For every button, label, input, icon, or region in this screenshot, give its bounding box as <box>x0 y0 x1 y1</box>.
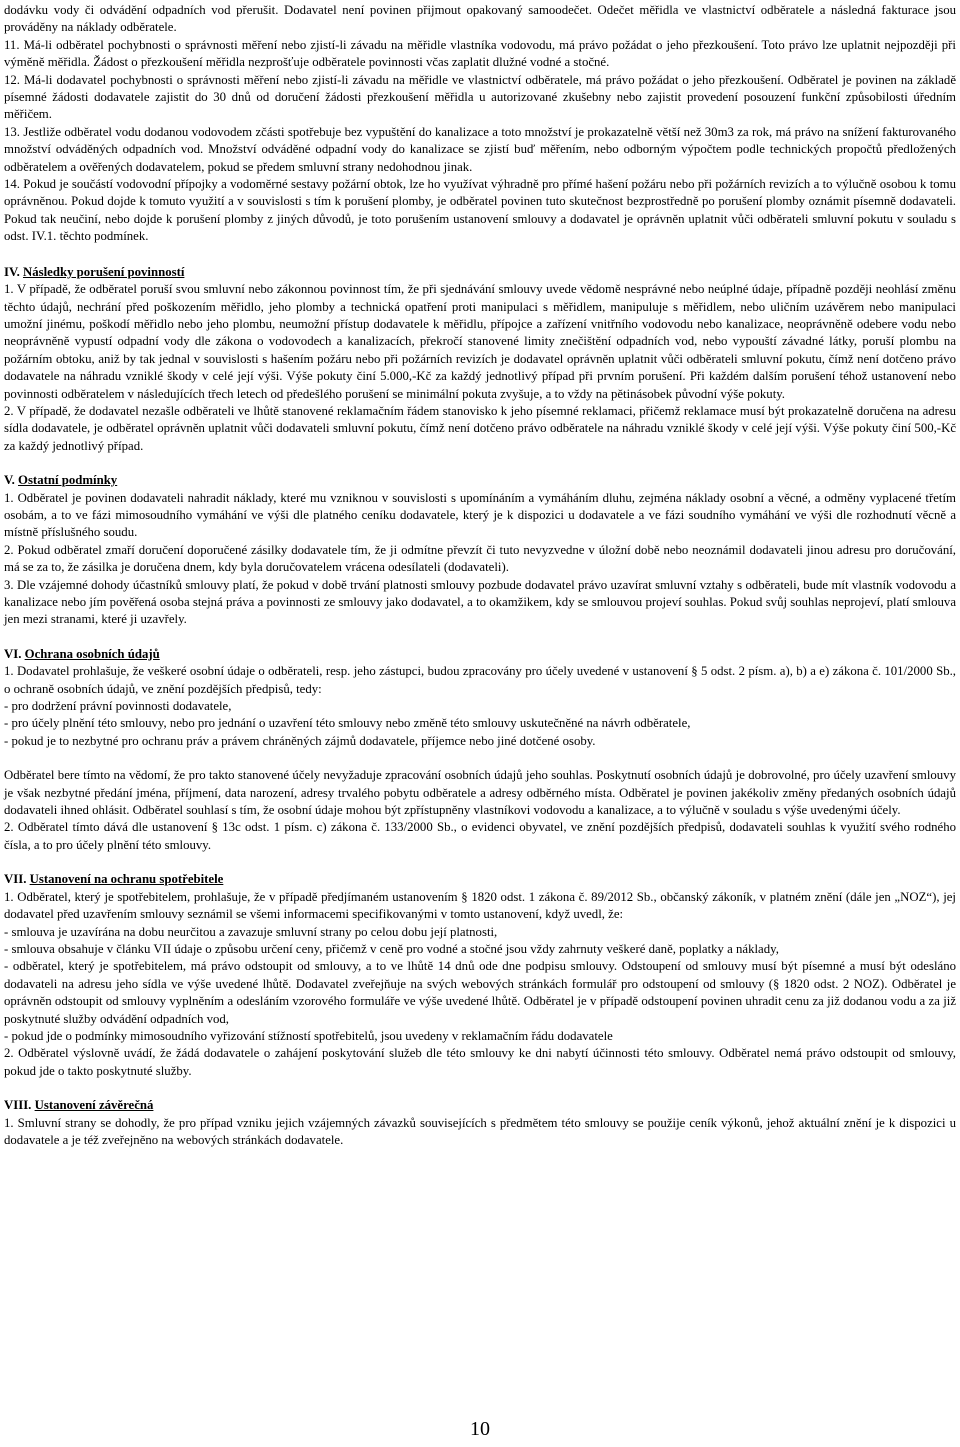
section-number: VII. <box>4 872 27 887</box>
section-v-paragraph-2: 2. Pokud odběratel zmaří doručení doporučené zásilky dodavatele tím, že ji odmítne převzít či tuto nevyzvedne v úložní době nebo neoznámil dodavateli jinou adresu pro doručování, má se za to, že zásilka je doručena dnem, kdy byla doručovatelem vrácena odesílateli (dodavateli). <box>4 542 956 575</box>
section-heading-v <box>4 472 956 489</box>
section-vii-list-item: - smlouva obsahuje v článku VII údaje o způsobu určení ceny, přičemž v ceně pro vodné a stočné jsou vždy zahrnuty veškeré daně, poplatky a náklady, <box>4 941 779 956</box>
section-heading-vi <box>4 646 956 663</box>
section-title: Ustanovení na ochranu spotřebitele <box>29 872 224 887</box>
section-heading-vii <box>4 871 956 888</box>
section-vii-list-item: - odběratel, který je spotřebitelem, má právo odstoupit od smlouvy, a to ve lhůtě 14 dnů ode dne podpisu smlouvy. Odstoupení od smlouvy musí být písemné a musí být odesláno dodavateli na adresu jeho sídla ve výše uvedené lhůtě. Dodavatel zveřejňuje na svých webových stránkách formulář pro odstoupení od smlouvy (§ 1820 odst. 2 NOZ). Odběratel je oprávněn odstoupit od smlouvy vyplněním a odesláním vzorového formuláře ve výše uvedené lhůtě. Odběratel je v případě odstoupení povinen uhradit cenu za již dodanou vodu a za již poskytnuté služby odvádění odpadních vod, <box>4 959 956 1026</box>
section-v-paragraph-1: 1. Odběratel je povinen dodavateli nahradit náklady, které mu vzniknou v souvislosti s upomínáním a vymáháním dluhu, zejména náklady osobní a věcné, a odměny vyplacené třetím osobám, a to ve fázi mimosoudního vymáhání ve výši dle platného ceníku dodavatele, který je k dispozici u dodavatele a ve fázi soudního vymáhání ve výši dle rozhodnutí věcně a místně příslušného soudu. <box>4 490 956 540</box>
section-vi-list-item: - pokud je to nezbytné pro ochranu práv a právem chráněných zájmů dodavatele, příjemce nebo jiné dotčené osoby. <box>4 733 596 748</box>
section-title: Ostatní podmínky <box>18 473 118 488</box>
section-number: V. <box>4 473 15 488</box>
section-vii-paragraph-1: 1. Odběratel, který je spotřebitelem, prohlašuje, že v případě předjímaném ustanovením § 1820 odst. 1 zákona č. 89/2012 Sb., občanský zákoník, v platném znění (dále jen „NOZ“), jej dodavatel před uzavřením smlouvy seznámil se všemi informacemi specifikovanými v tomto ustanovení, když uvedl, že: <box>4 889 956 922</box>
paragraph-14: 14. Pokud je součástí vodovodní přípojky a vodoměrné sestavy požární obtok, lze ho využívat výhradně pro přímé hašení požáru nebo při požárních revizích a to výlučně osobou k tomu oprávněnou. Pokud dojde k tomuto využití a v souvislosti s tím k porušení plomby, je odběratel povinen tuto skutečnost bezprostředně po porušení plomby oznámit písemně dodavateli. Pokud tak neučiní, nebo dojde k porušení plomby z jiných důvodů, je toto porušením ustanovení smlouvy a dodavatel je oprávněn uplatnit vůči odběrateli smluvní pokutu v souladu s odst. IV.1. těchto podmínek. <box>4 177 956 244</box>
section-title: Ustanovení závěrečná <box>34 1098 154 1113</box>
section-vii-list-item: - pokud jde o podmínky mimosoudního vyřizování stížností spotřebitelů, jsou uvedeny v reklamačním řádu dodavatele <box>4 1028 613 1043</box>
section-vi-paragraph-consent: Odběratel bere tímto na vědomí, že pro takto stanovené účely nevyžaduje zpracování osobních údajů jeho souhlas. Poskytnutí osobních údajů je dobrovolné, pro účely uzavření smlouvy je však nezbytné předání jména, příjmení, data narození, adresy trvalého pobytu odběratele a adresy odběrného místa. Odběratel je povinen jakékoliv změny předaných osobních údajů dodavateli ihned ohlásit. Odběratel souhlasí s tím, že osobní údaje mohou být zpřístupněny vlastníkovi vodovodu a kanalizace, a to výlučně v souladu s výše uvedenými účely. <box>4 768 956 818</box>
document-page <box>4 2 956 1149</box>
section-number: VIII. <box>4 1098 32 1113</box>
section-number: IV. <box>4 264 20 279</box>
paragraph-12: 12. Má-li dodavatel pochybnosti o správnosti měření nebo zjistí-li závadu na měřidle ve vlastnictví odběratele, má právo požádat o jeho přezkoušení. Odběratel je povinen na základě písemné žádosti dodavatele zajistit do 30 dnů od doručení žádosti přezkoušení měřidla u autorizované zkušebny nebo zajistit provedení posouzení funkční způsobilosti úředním měřičem. <box>4 72 956 122</box>
section-vi-list-item: - pro účely plnění této smlouvy, nebo pro jednání o uzavření této smlouvy nebo změně této smlouvy uskutečněné na návrh odběratele, <box>4 716 691 731</box>
section-number: VI. <box>4 646 22 661</box>
section-vi-paragraph-1: 1. Dodavatel prohlašuje, že veškeré osobní údaje o odběrateli, resp. jeho zástupci, budou zpracovány pro účely uvedené v ustanovení § 5 odst. 2 písm. a), b) a e) zákona č. 101/2000 Sb., o ochraně osobních údajů, ve znění pozdějších předpisů, tedy: <box>4 664 956 696</box>
section-vi-paragraph-2: 2. Odběratel tímto dává dle ustanovení § 13c odst. 1 písm. c) zákona č. 133/2000 Sb., o evidenci obyvatel, ve znění pozdějších předpisů, dodavateli souhlas k využití svého rodného čísla, a to pro účely plnění této smlouvy. <box>4 820 956 852</box>
page-number: 10 <box>470 1418 490 1440</box>
paragraph-continued: dodávku vody či odvádění odpadních vod přerušit. Dodavatel není povinen přijmout opakovaný samoodečet. Odečet měřidla ve vlastnictví odběratele a následná fakturace jsou prováděny na náklady odběratele. <box>4 3 956 35</box>
section-vii-paragraph-2: 2. Odběratel výslovně uvádí, že žádá dodavatele o zahájení poskytování služeb dle této smlouvy ke dni nabytí účinnosti této smlouvy. Odběratel nemá právo odstoupit od smlouvy, pokud jde o takto poskytnuté služby. <box>4 1046 956 1078</box>
section-viii-paragraph-1: 1. Smluvní strany se dohodly, že pro případ vzniku jejich vzájemných závazků souvisejících s předmětem této smlouvy se použije ceník výkonů, jehož aktuální znění je k dispozici u dodavatele a je též zveřejněno na webových stránkách dodavatele. <box>4 1115 956 1147</box>
section-vii-list-item: - smlouva je uzavírána na dobu neurčitou a zavazuje smluvní strany po celou dobu její platnosti, <box>4 924 498 939</box>
paragraph-13: 13. Jestliže odběratel vodu dodanou vodovodem zčásti spotřebuje bez vypuštění do kanalizace a toto množství je prokazatelně větší než 30m3 za rok, má právo na snížení fakturovaného množství odváděných odpadních vod. Množství odváděné odpadní vody do kanalizace se zjistí buď měřením, nebo odborným výpočtem podle technických propočtů předložených odběratelem a ověřených dodavatelem, pokud se předem smluvní strany nedohodnou jinak. <box>4 124 956 174</box>
section-iv-paragraph-1: 1. V případě, že odběratel poruší svou smluvní nebo zákonnou povinnost tím, že při sjednávání smlouvy uvede vědomě nesprávné nebo neúplné údaje, případně později neohlásí změnu těchto údajů, nechrání před poškozením měřidlo, jeho plomby a technická opatření proti manipulaci s měřidlem, manipuluje s měřidlem, nebo uličním uzávěrem nebo manipulaci umožní jinému, poškodí měřidlo nebo jeho plombu, neumožní přístup dodavatele k měřidlu, přípojce a zařízení vnitřního vodovodu nebo kanalizace, neoprávněně odebere vodu nebo neoprávněně vypustí odpadní vody dle zákona o vodovodech a kanalizacích, překročí stanovené limity znečištění odpadních vod, nebo vypouští závadné látky, poruší plombu na požárním obtoku, aniž by tak jednal v souvislosti s hašením požáru nebo při požárních revizích je dodavatel oprávněn uplatnit vůči odběrateli smluvní pokutu, čímž není dotčeno právo dodavatele na náhradu vzniklé škody v celé její výši. Výše pokuty činí 5.000,-Kč za každý jednotlivý případ při prvním porušení. Při každém dalším porušení téhož ustanovení nebo povinnosti odběratelem v následujících třech letech od předešlého porušení se minimální pokuta zvyšuje, a to vždy na pětinásobek původní výše pokuty. <box>4 282 956 401</box>
section-title: Následky porušení povinností <box>22 264 185 279</box>
section-v-paragraph-3: 3. Dle vzájemné dohody účastníků smlouvy platí, že pokud v době trvání platnosti smlouvy pozbude dodavatel právo uzavírat smluvní vztahy s odběrateli, bude mít vlastník vodovodu a kanalizace nebo jím pověřená osoba stejná práva a povinnosti ze smlouvy jako dodavatel, a to okamžikem, kdy se smlouvou projeví souhlas. Pokud svůj souhlas neprojeví, platí smlouva jen mezi stranami, které ji uzavřely. <box>4 577 956 627</box>
section-iv-paragraph-2: 2. V případě, že dodavatel nezašle odběrateli ve lhůtě stanovené reklamačním řádem stanovisko k jeho písemné reklamaci, přičemž reklamace musí být prokazatelně doručena na adresu sídla dodavatele, je odběratel oprávněn uplatnit vůči dodavateli smluvní pokutu, čímž není dotčeno právo odběratele na náhradu vzniklé škody v celé její výši. Výše pokuty činí 500,-Kč za každý jednotlivý případ. <box>4 403 956 453</box>
section-title: Ochrana osobních údajů <box>24 646 160 661</box>
section-heading-viii <box>4 1097 956 1114</box>
paragraph-11: 11. Má-li odběratel pochybnosti o správnosti měření nebo zjistí-li závadu na měřidle vlastníka vodovodu, má právo požádat o jeho přezkoušení. Toto právo lze uplatnit nejpozději při výměně měřidla. Žádost o přezkoušení měřidla nezprošťuje odběratele povinnosti včas zaplatit dlužné vodné a stočné. <box>4 37 956 70</box>
section-heading-iv <box>4 264 956 281</box>
section-vi-list-item: - pro dodržení právní povinnosti dodavatele, <box>4 699 232 714</box>
